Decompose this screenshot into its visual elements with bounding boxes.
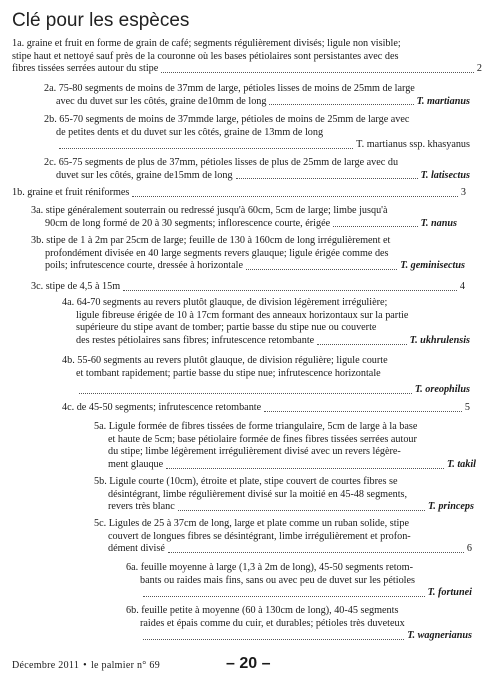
entry-target: 4 <box>459 281 465 292</box>
footer-separator: • <box>83 660 87 671</box>
entry-line: du stipe; limbe légèrement irrégulièrement divisé avec un revers légère- <box>108 446 401 458</box>
species-name: T. nanus <box>420 217 457 229</box>
entry-lead-line <box>126 630 472 643</box>
entry-lead-text: 90cm de long formé de 20 à 30 segments; inflorescence courte, érigée <box>45 217 331 229</box>
dot-leader <box>178 510 425 511</box>
dot-leader <box>264 411 462 412</box>
entry-line: 5b. Ligule courte (10cm), étroite et plate, stipe couvert de courtes fibres se <box>94 476 398 487</box>
entry-lead-line <box>12 63 482 76</box>
entry-lead-line <box>44 170 470 183</box>
page-number: – 20 – <box>226 655 271 672</box>
dot-leader <box>161 72 474 73</box>
key-entry-6b <box>126 605 472 643</box>
dot-leader <box>168 552 464 553</box>
entry-lead-text: 1b. graine et fruit réniformes <box>12 187 130 198</box>
key-entry-5b <box>94 476 474 514</box>
entry-line: 5a. Ligule formée de fibres tissées de forme triangulaire, 5cm de large à la base <box>94 421 418 432</box>
species-name: T. ukhrulensis <box>409 334 470 346</box>
dot-leader <box>166 468 444 469</box>
entry-line: 4a. 64-70 segments au revers plutôt glauque, de division légèrement irrégulière; <box>62 297 388 308</box>
key-entry-4c <box>62 402 470 415</box>
species-name: T. oreophilus <box>414 384 470 396</box>
entry-lead-line <box>44 139 470 152</box>
dot-leader <box>236 178 418 179</box>
entry-target: 2 <box>476 63 482 75</box>
species-name: T. takil <box>446 458 476 470</box>
entry-lead-text: 3c. stipe de 4,5 à 15m <box>31 281 121 292</box>
key-entry-5a <box>94 421 476 471</box>
entry-line: stipe haut et nettoyé sauf près de la couronne où les bases pétiolaires sont persistantes avec des <box>12 50 399 62</box>
page-title: Clé pour les espèces <box>12 10 190 31</box>
dot-leader <box>123 290 457 291</box>
entry-lead-line <box>94 459 476 472</box>
entry-line: 4b. 55-60 segments au revers plutôt glauque, de division régulière; ligule courte <box>62 355 388 366</box>
entry-line: et haute de 5cm; base pétiolaire formée de fines fibres tissées serrées autour <box>108 433 417 445</box>
entry-lead-line <box>44 96 470 109</box>
entry-line: ligule fibreuse érigée de 10 à 17cm formant des anneaux horizontaux sur la partie <box>76 309 409 321</box>
entry-lead-text: ment glauque <box>108 458 164 470</box>
entry-lead-line <box>31 260 465 273</box>
species-name: T. geminisectus <box>400 260 465 272</box>
dot-leader <box>143 639 404 640</box>
key-entry-6a <box>126 562 472 600</box>
entry-line: et tombant rapidement; partie basse du stipe nue; infrutescence horizontale <box>76 367 381 379</box>
key-entry-4b <box>62 355 470 397</box>
dot-leader <box>246 269 397 270</box>
species-name: T. princeps <box>427 501 474 513</box>
entry-target: 6 <box>466 543 472 555</box>
entry-lead-line <box>126 587 472 600</box>
entry-lead-text: poils; infrutescence courte, dressée à horizontale <box>45 260 244 272</box>
entry-lead-line <box>94 543 472 556</box>
entry-lead-line <box>12 187 466 200</box>
entry-line: 5c. Ligules de 25 à 37cm de long, large et plate comme un ruban solide, stipe <box>94 518 409 529</box>
entry-lead-line <box>31 281 465 294</box>
entry-lead-text: dément divisé <box>108 543 165 555</box>
entry-lead-text: duvet sur les côtés, graine de15mm de long <box>56 169 233 181</box>
key-entry-3a <box>31 205 457 230</box>
entry-line: désintégrant, limbe régulièrement divisé sur la moitié en 45-48 segments, <box>108 488 408 500</box>
species-name: T. fortunei <box>427 587 472 599</box>
key-entry-2a <box>44 83 470 108</box>
entry-line: 3a. stipe généralement souterrain ou redressé jusqu'à 60cm, 5cm de large; limbe jusqu'à <box>31 205 388 216</box>
entry-line: supérieure du stipe avant de tomber; partie basse du stipe nue ou couverte <box>76 322 377 334</box>
dot-leader <box>269 104 413 105</box>
entry-line: 2c. 65-75 segments de plus de 37mm, pétioles lisses de plus de 25mm de large avec du <box>44 157 399 168</box>
entry-line: 6b. feuille petite à moyenne (60 à 130cm de long), 40-45 segments <box>126 605 399 616</box>
species-name: T. wagnerianus <box>407 630 472 642</box>
entry-line: bants ou raides mais fins, sans ou avec peu de duvet sur les pétioles <box>140 574 415 586</box>
key-entry-3c <box>31 281 465 294</box>
dot-leader <box>333 226 417 227</box>
entry-line: couvert de longues fibres se désintégrant, limbe irrégulièrement et profon- <box>108 530 411 542</box>
entry-lead-text: fibres tissées serrées autour du stipe <box>12 63 159 75</box>
entry-line: 2b. 65-70 segments de moins de 37mmde large, pétioles de moins de 25mm de large avec <box>44 114 410 125</box>
key-entry-3b <box>31 235 465 273</box>
entry-line: 1a. graine et fruit en forme de grain de café; segments régulièrement divisés; ligule non visible; <box>12 38 401 49</box>
entry-line: 2a. 75-80 segments de moins de 37mm de large, pétioles lisses de moins de 25mm de large <box>44 83 415 94</box>
key-entry-1b <box>12 187 466 200</box>
key-entry-2c <box>44 157 470 182</box>
species-name: T. latisectus <box>420 169 470 181</box>
entry-line: raides et épais comme du cuir, et durables; pétioles très duveteux <box>140 617 405 629</box>
entry-line: 6a. feuille moyenne à large (1,3 à 2m de long), 45-50 segments retom- <box>126 562 413 573</box>
entry-lead-line <box>94 501 474 514</box>
species-name: T. martianus ssp. khasyanus <box>356 139 470 151</box>
key-entry-4a <box>62 297 470 347</box>
dot-leader <box>79 393 412 394</box>
key-entry-2b <box>44 114 470 152</box>
entry-lead-text: des restes pétiolaires sans fibres; infrutescence retombante <box>76 334 315 346</box>
dot-leader <box>317 344 407 345</box>
entry-line: profondément divisée en 40 large segments revers glauque; ligule érigée comme des <box>45 247 389 259</box>
entry-lead-line <box>62 402 470 415</box>
dot-leader <box>143 596 425 597</box>
entry-line: de petites dents et du duvet sur les côtés, graine de 13mm de long <box>56 126 324 138</box>
magazine-issue: le palmier n° 69 <box>90 660 160 671</box>
entry-target: 3 <box>460 187 466 198</box>
issue-date: Décembre 2011 <box>12 660 80 671</box>
entry-lead-text: avec du duvet sur les côtés, graine de10mm de long <box>56 95 267 107</box>
entry-target: 5 <box>464 402 470 413</box>
key-entry-5c <box>94 518 472 556</box>
dot-leader <box>132 196 458 197</box>
key-entry-1a <box>12 38 482 76</box>
species-name: T. martianus <box>416 95 470 107</box>
entry-lead-text: 4c. de 45-50 segments; infrutescence retombante <box>62 402 262 413</box>
entry-line: 3b. stipe de 1 à 2m par 25cm de large; feuille de 130 à 160cm de long irrégulièrement et <box>31 235 391 246</box>
entry-lead-line <box>62 335 470 348</box>
entry-lead-line <box>62 384 470 397</box>
dot-leader <box>59 148 353 149</box>
entry-lead-text: revers très blanc <box>108 501 175 513</box>
entry-lead-line <box>31 218 457 231</box>
